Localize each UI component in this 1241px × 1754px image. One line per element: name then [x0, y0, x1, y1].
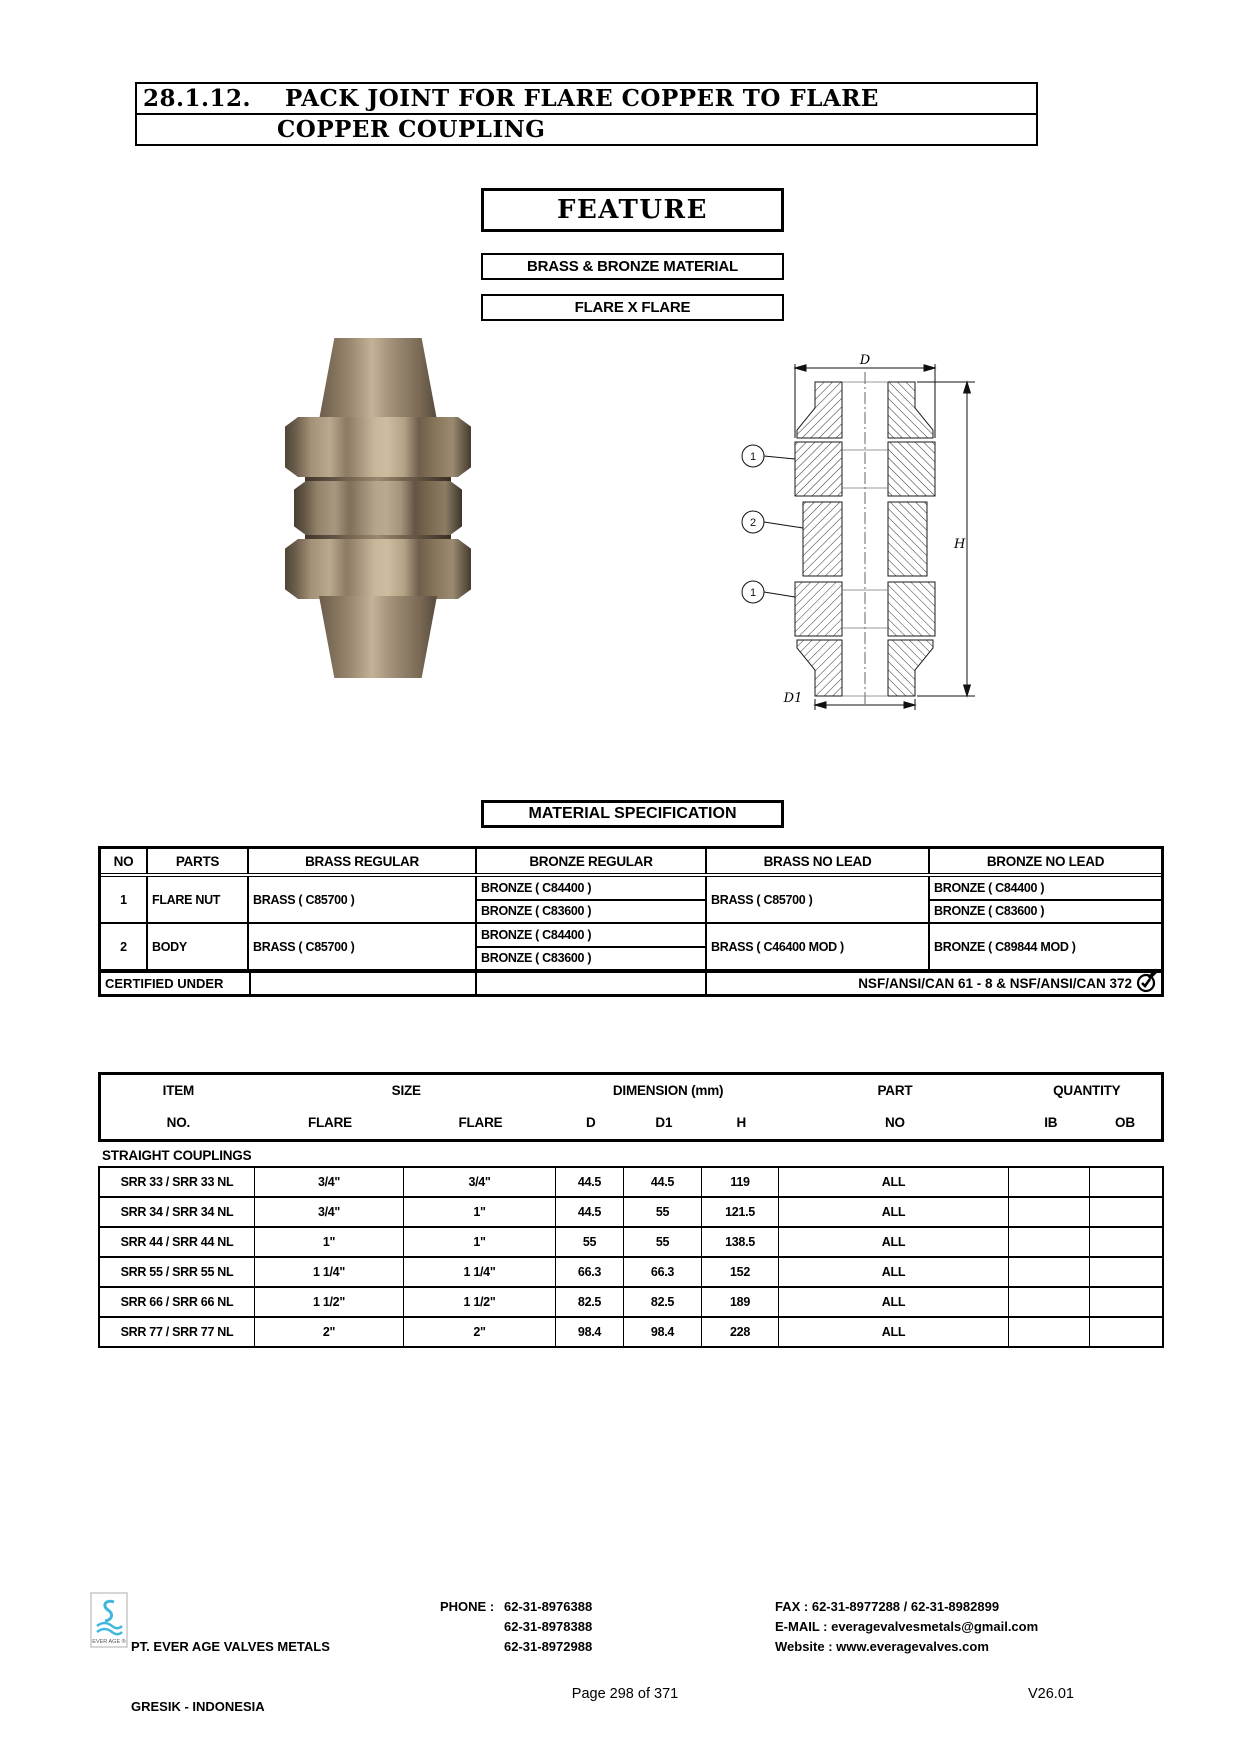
cell-ob [1090, 1288, 1162, 1316]
col-header-no: NO [101, 849, 148, 873]
company-location: GRESIK - INDONESIA [131, 1699, 265, 1714]
callout-2: 2 [749, 517, 757, 529]
phone-block [440, 1597, 592, 1657]
subheader-no: NO. [166, 1115, 191, 1130]
cell-no: 2 [101, 924, 148, 969]
cell-d: 98.4 [556, 1318, 624, 1346]
cell-ob [1090, 1168, 1162, 1196]
col-header-bronze-no-lead: BRONZE NO LEAD [986, 853, 1105, 869]
cell-bronze-regular-1: BRONZE ( C84400 ) [477, 924, 705, 948]
cell-brass-regular: BRASS ( C85700 ) [249, 877, 477, 922]
feature-heading: FEATURE [481, 188, 784, 232]
material-spec-table [98, 846, 1164, 972]
cell-part: ALL [779, 1318, 1009, 1346]
phone-number-1: 62-31-8976388 [504, 1599, 593, 1614]
cell-bronze-regular-2: BRONZE ( C83600 ) [481, 904, 592, 919]
certified-empty-cell [251, 973, 477, 994]
email-line: E-MAIL : everagevalvesmetals@gmail.com [775, 1619, 1039, 1634]
cell-d1: 98.4 [624, 1318, 702, 1346]
title-text-1: PACK JOINT FOR FLARE COPPER TO FLARE [285, 85, 879, 112]
cell-flare2: 1 1/2" [404, 1288, 556, 1316]
certified-value: NSF/ANSI/CAN 61 - 8 & NSF/ANSI/CAN 372 [858, 976, 1132, 991]
cell-h: 228 [702, 1318, 779, 1346]
certified-under-row [98, 970, 1164, 997]
material-spec-row-flare-nut [101, 877, 1161, 922]
photo-bottom-cone [319, 596, 437, 678]
product-photo [283, 338, 473, 686]
header-size: SIZE [391, 1083, 421, 1098]
subheader-d: D [585, 1115, 596, 1130]
technical-drawing [735, 352, 1005, 717]
section-number: 28.1.12. [143, 85, 252, 112]
title-text-2: COPPER COUPLING [277, 116, 546, 143]
header-quantity: QUANTITY [1053, 1083, 1121, 1098]
cell-ib [1009, 1318, 1090, 1346]
cell-bronze-regular [477, 877, 707, 922]
cell-flare2: 1 1/4" [404, 1258, 556, 1286]
cell-part: ALL [779, 1258, 1009, 1286]
subheader-flare2: FLARE [458, 1115, 503, 1130]
subheader-part-no: NO [885, 1115, 905, 1130]
cell-d1: 82.5 [624, 1288, 702, 1316]
certified-under-label: CERTIFIED UNDER [101, 973, 251, 994]
header-dimension: DIMENSION (mm) [612, 1083, 724, 1098]
photo-bottom-flare-nut [285, 539, 471, 599]
dim-label-d: D [859, 353, 871, 368]
photo-top-flare-nut [285, 417, 471, 477]
header-item: ITEM [162, 1083, 195, 1098]
cell-d: 44.5 [556, 1198, 624, 1226]
col-header-brass-regular: BRASS REGULAR [249, 849, 477, 873]
cell-part: ALL [779, 1198, 1009, 1226]
cell-bronze-regular [477, 924, 707, 969]
cell-d1: 44.5 [624, 1168, 702, 1196]
cell-item: SRR 66 / SRR 66 NL [100, 1288, 255, 1316]
cell-bronze-regular-1: BRONZE ( C84400 ) [477, 877, 705, 901]
cell-flare1: 2" [255, 1318, 404, 1346]
dim-label-h: H [954, 537, 966, 552]
cell-ib [1009, 1198, 1090, 1226]
cell-flare2: 1" [404, 1228, 556, 1256]
photo-top-cone [319, 338, 437, 420]
cell-part: FLARE NUT [148, 877, 249, 922]
cell-no: 1 [101, 877, 148, 922]
col-header-parts: PARTS [148, 849, 249, 873]
col-header-brass-no-lead: BRASS NO LEAD [707, 849, 930, 873]
cell-flare2: 3/4" [404, 1168, 556, 1196]
subheader-h: H [736, 1115, 747, 1130]
cell-d: 44.5 [556, 1168, 624, 1196]
fax-block [775, 1597, 1038, 1657]
cell-flare1: 1 1/2" [255, 1288, 404, 1316]
cell-d: 66.3 [556, 1258, 624, 1286]
cell-item: SRR 77 / SRR 77 NL [100, 1318, 255, 1346]
cell-flare1: 3/4" [255, 1168, 404, 1196]
cell-bronze-no-lead-1: BRONZE ( C84400 ) [930, 877, 1161, 901]
cell-ob [1090, 1318, 1162, 1346]
cell-bronze-regular-2: BRONZE ( C83600 ) [481, 951, 592, 966]
phone-number-2: 62-31-8978388 [504, 1619, 593, 1634]
cell-h: 189 [702, 1288, 779, 1316]
subheader-d1: D1 [655, 1115, 673, 1130]
material-spec-heading: MATERIAL SPECIFICATION [481, 800, 784, 828]
table-row [100, 1168, 1162, 1196]
header-part: PART [877, 1083, 913, 1098]
cell-part: ALL [779, 1168, 1009, 1196]
cell-ib [1009, 1258, 1090, 1286]
cell-ob [1090, 1198, 1162, 1226]
table-row [100, 1286, 1162, 1316]
cell-d1: 55 [624, 1228, 702, 1256]
callout-1-bottom: 1 [749, 587, 757, 599]
version-label: V26.01 [1028, 1686, 1074, 1702]
cell-flare1: 1 1/4" [255, 1258, 404, 1286]
phone-numbers [504, 1597, 592, 1657]
phone-number-3: 62-31-8972988 [504, 1639, 593, 1654]
cell-brass-no-lead: BRASS ( C46400 MOD ) [707, 924, 930, 969]
material-spec-row-body [101, 922, 1161, 969]
cell-item: SRR 34 / SRR 34 NL [100, 1198, 255, 1226]
subheader-flare1: FLARE [307, 1115, 352, 1130]
cell-item: SRR 55 / SRR 55 NL [100, 1258, 255, 1286]
company-info [131, 1597, 330, 1754]
title-line-1 [135, 82, 1038, 115]
dim-label-d1: D1 [783, 691, 803, 706]
cell-ob [1090, 1258, 1162, 1286]
cell-flare2: 1" [404, 1198, 556, 1226]
company-name: PT. EVER AGE VALVES METALS [131, 1639, 330, 1654]
cell-part: BODY [148, 924, 249, 969]
certified-empty-cell [477, 973, 707, 994]
table-row [100, 1316, 1162, 1346]
cell-d1: 66.3 [624, 1258, 702, 1286]
subheader-ib: IB [1044, 1115, 1058, 1130]
cell-h: 121.5 [702, 1198, 779, 1226]
feature-material: BRASS & BRONZE MATERIAL [481, 253, 784, 280]
subheader-ob: OB [1115, 1115, 1135, 1130]
table-row [100, 1196, 1162, 1226]
cell-item: SRR 44 / SRR 44 NL [100, 1228, 255, 1256]
logo-text: EVER AGE ® [92, 1639, 126, 1645]
cell-brass-regular: BRASS ( C85700 ) [249, 924, 477, 969]
cell-ib [1009, 1228, 1090, 1256]
cell-brass-no-lead: BRASS ( C85700 ) [707, 877, 930, 922]
group-label-straight-couplings: STRAIGHT COUPLINGS [102, 1148, 252, 1163]
cell-bronze-no-lead: BRONZE ( C89844 MOD ) [934, 939, 1076, 954]
cell-ib [1009, 1288, 1090, 1316]
cell-part: ALL [779, 1228, 1009, 1256]
item-table-header [98, 1072, 1164, 1142]
feature-connection: FLARE X FLARE [481, 294, 784, 321]
table-row [100, 1256, 1162, 1286]
cell-part: ALL [779, 1288, 1009, 1316]
title-line-2 [135, 113, 1038, 146]
cell-bronze-no-lead-2: BRONZE ( C83600 ) [934, 904, 1045, 919]
company-logo [90, 1592, 128, 1648]
certification-stamp-icon [1135, 968, 1159, 994]
photo-body-hex [294, 481, 462, 535]
cell-flare2: 2" [404, 1318, 556, 1346]
material-spec-header-row [101, 849, 1161, 877]
fax-line: FAX : 62-31-8977288 / 62-31-8982899 [775, 1599, 1000, 1614]
col-header-bronze-regular: BRONZE REGULAR [477, 849, 707, 873]
cell-h: 119 [702, 1168, 779, 1196]
cell-h: 138.5 [702, 1228, 779, 1256]
cell-d: 55 [556, 1228, 624, 1256]
table-row [100, 1226, 1162, 1256]
page-number: Page 298 of 371 [571, 1686, 679, 1702]
cell-flare1: 3/4" [255, 1198, 404, 1226]
cell-d: 82.5 [556, 1288, 624, 1316]
website-line: Website : www.everagevalves.com [775, 1639, 989, 1654]
cell-d1: 55 [624, 1198, 702, 1226]
cell-ob [1090, 1228, 1162, 1256]
page-title [135, 82, 1038, 146]
cell-ib [1009, 1168, 1090, 1196]
phone-label: PHONE : [440, 1599, 495, 1614]
cell-item: SRR 33 / SRR 33 NL [100, 1168, 255, 1196]
cell-flare1: 1" [255, 1228, 404, 1256]
callout-1-top: 1 [749, 451, 757, 463]
cell-bronze-no-lead [930, 877, 1161, 922]
certified-value-cell [707, 973, 1161, 994]
cell-h: 152 [702, 1258, 779, 1286]
item-table [98, 1166, 1164, 1348]
